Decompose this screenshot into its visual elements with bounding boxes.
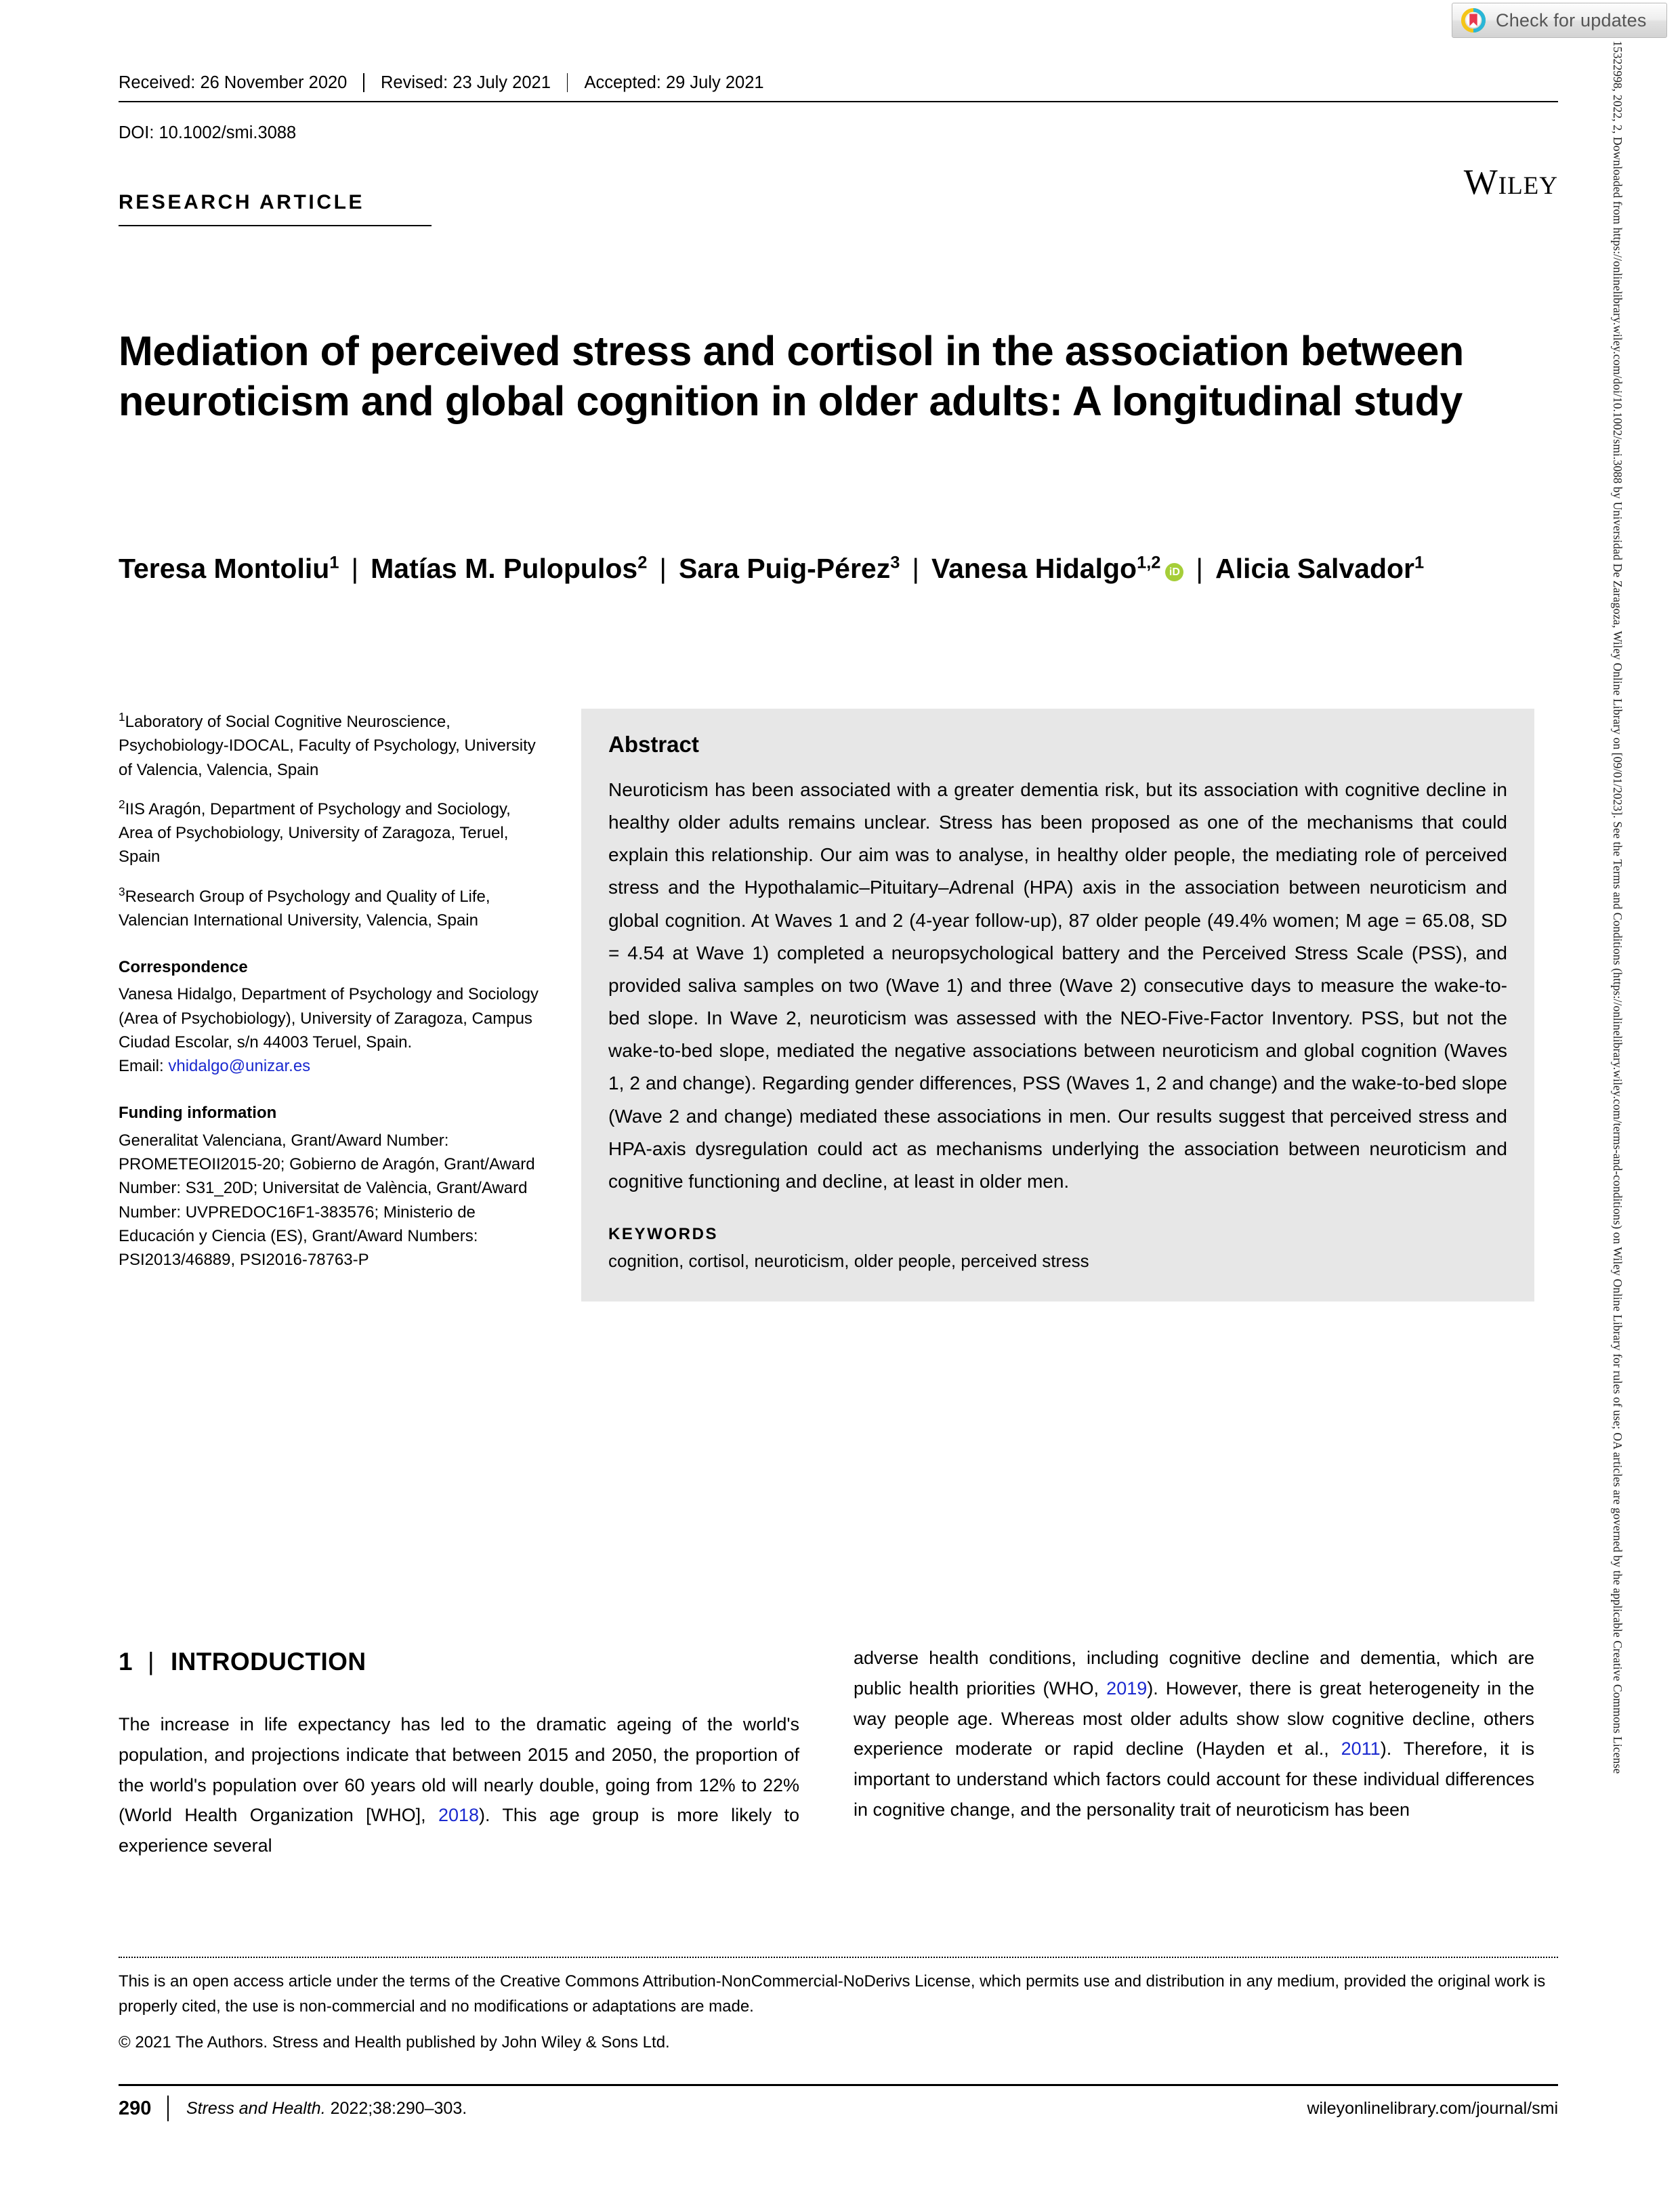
author-separator: | — [1196, 553, 1204, 584]
affiliation-marker: 1 — [119, 710, 125, 724]
author-affiliation-marker: 2 — [637, 553, 648, 572]
page-number: 290 — [119, 2097, 152, 2119]
citation-link[interactable]: 2018 — [438, 1805, 480, 1826]
body-column-left — [119, 1709, 799, 1861]
received-date: Received: 26 November 2020 — [119, 73, 348, 92]
author-entry[interactable] — [119, 553, 339, 584]
author-name: Vanesa Hidalgo — [931, 553, 1137, 584]
author-separator: | — [912, 553, 919, 584]
article-type-label: RESEARCH ARTICLE — [119, 191, 432, 226]
email-label: Email: — [119, 1057, 169, 1076]
body-column-right — [854, 1643, 1534, 1825]
author-affiliation-marker: 1 — [1414, 553, 1425, 572]
check-for-updates-label: Check for updates — [1496, 9, 1647, 30]
journal-citation — [186, 2099, 467, 2119]
abstract-body: Neuroticism has been associated with a greater dementia risk, but its association with cognitive decline in healthy older adults remains unclear. Stress has been proposed as one of the mechanisms that could explain this relationship. Our aim was to analyse, in healthy older people, the mediating role of perceived stress and the Hypothalamic–Pituitary–Adrenal (HPA) axis in the association between neuroticism and global cognition. At Waves 1 and 2 (4-year follow-up), 87 older people (49.4% women; M age = 65.08, SD = 4.54 at Wave 1) completed a neuropsychological battery and the Perceived Stress Scale (PSS), and provided saliva samples on two (Wave 1) and three (Wave 2) consecutive days to measure the wake-to-bed slope. In Wave 2, neuroticism was assessed with the NEO-Five-Factor Inventory. PSS, but not the wake-to-bed slope, mediated the negative associations between neuroticism and global cognition (Waves 1, 2 and change). Regarding gender differences, PSS (Waves 1, 2 and change) and the wake-to-bed slope (Wave 2 and change) mediated these associations in men. Our results suggest that perceived stress and HPA-axis dysregulation could act as mechanisms underlying the association between neuroticism and cognitive functioning and decline, at least in older men. — [608, 779, 1507, 1192]
author-affiliation-marker: 1 — [329, 553, 339, 572]
correspondence-heading: Correspondence — [119, 958, 248, 977]
email-link[interactable]: vhidalgo@unizar.es — [168, 1057, 311, 1076]
orcid-icon[interactable]: iD — [1165, 563, 1183, 581]
footer-separator — [167, 2096, 169, 2121]
affiliation-item — [119, 709, 539, 782]
author-separator: | — [351, 553, 359, 584]
publication-dates-bar — [119, 73, 1558, 102]
affiliations-column — [119, 709, 539, 1272]
affiliation-marker: 2 — [119, 797, 125, 811]
body-text: ). Therefore, it is important to understand which factors could account for these individual differences in cognitive change, and the personality trait of neuroticism has been — [854, 1738, 1534, 1820]
wiley-logo: Wiley — [1463, 163, 1558, 202]
keywords-list: cognition, cortisol, neuroticism, older people, perceived stress — [608, 1251, 1089, 1272]
affiliation-text: IIS Aragón, Department of Psychology and Sociology, Area of Psychobiology, University of Zaragoza, Teruel, Spain — [119, 799, 511, 867]
correspondence-text — [119, 982, 539, 1078]
body-text: ). However, there is great heterogeneity in the way people age. Whereas most older adults show slow cognitive decline, others experience moderate or rapid decline (Hayden et al., — [854, 1678, 1534, 1759]
revised-date: Revised: 23 July 2021 — [380, 73, 551, 92]
abstract-panel — [581, 709, 1534, 1301]
page-footer — [119, 2084, 1558, 2121]
affiliation-marker: 3 — [119, 884, 125, 898]
article-page — [119, 0, 1558, 2208]
author-list — [119, 549, 1534, 588]
journal-url[interactable]: wileyonlinelibrary.com/journal/smi — [1307, 2098, 1558, 2118]
abstract-heading: Abstract — [608, 732, 699, 757]
author-affiliation-marker: 3 — [890, 553, 900, 572]
license-notice — [119, 1957, 1558, 2056]
correspondence-address: Vanesa Hidalgo, Department of Psychology and Sociology (Area of Psychobiology), University of Zaragoza, Campus Ciudad Escolar, s/n 44003 Teruel, Spain. — [119, 985, 539, 1051]
affiliation-text: Research Group of Psychology and Quality of Life, Valencian International University, Valencia, Spain — [119, 887, 490, 930]
affiliation-item — [119, 883, 539, 933]
journal-volume-pages: 2022;38:290–303. — [325, 2098, 467, 2118]
body-text: ). This age group is more likely to experience several — [119, 1805, 799, 1856]
keywords-heading: KEYWORDS — [608, 1225, 719, 1244]
body-text: The increase in life expectancy has led to the dramatic ageing of the world's population, and projections indicate that between 2015 and 2050, the proportion of the world's population over 60 years old will nearly double, going from 12% to 22% (World Health Organization [WHO], — [119, 1714, 799, 1826]
author-name: Sara Puig-Pérez — [679, 553, 891, 584]
funding-heading: Funding information — [119, 1104, 277, 1123]
accepted-date: Accepted: 29 July 2021 — [584, 73, 764, 92]
author-separator: | — [659, 553, 667, 584]
author-affiliation-marker: 1,2 — [1137, 553, 1161, 572]
author-name: Matías M. Pulopulos — [371, 553, 638, 584]
affiliation-item — [119, 796, 539, 869]
author-entry[interactable] — [679, 553, 900, 584]
article-title: Mediation of perceived stress and cortisol in the association between neuroticism and global cognition in older adults: A longitudinal study — [119, 327, 1464, 425]
affiliation-text: Laboratory of Social Cognitive Neuroscience, Psychobiology-IDOCAL, Faculty of Psychology, University of Valencia, Valencia, Spain — [119, 713, 536, 779]
section-separator: | — [147, 1648, 154, 1675]
citation-link[interactable]: 2011 — [1341, 1738, 1381, 1759]
author-entry[interactable] — [931, 553, 1183, 584]
author-name: Teresa Montoliu — [119, 553, 330, 584]
section-title: INTRODUCTION — [171, 1648, 366, 1675]
author-name: Alicia Salvador — [1215, 553, 1415, 584]
license-text: This is an open access article under the terms of the Creative Commons Attribution-NonCommercial-NoDerivs License, which permits use and distribution in any medium, provided the original work is properly cited, the use is non-commercial and no modifications or adaptations are made. — [119, 1972, 1546, 2016]
copyright-text: © 2021 The Authors. Stress and Health published by John Wiley & Sons Ltd. — [119, 2033, 670, 2051]
doi-line[interactable]: DOI: 10.1002/smi.3088 — [119, 123, 297, 142]
journal-name: Stress and Health. — [186, 2098, 326, 2118]
author-entry[interactable] — [1215, 553, 1424, 584]
download-metadata-rail: 15322998, 2022, 2, Downloaded from https://onlinelibrary.wiley.com/doi/10.1002/smi.3088 by Universidad De Zaragoza, Wiley Online Library on [09/01/2023]. See the Terms and Conditions (https://onlinelibrary.wiley.com/terms-and-conditions) on Wiley Online Library for rules of use; OA articles are governed by the applicable Creative Commons License — [1611, 41, 1624, 1774]
body-text: adverse health conditions, including cognitive decline and dementia, which are public health priorities (WHO, — [854, 1648, 1534, 1699]
funding-text: Generalitat Valenciana, Grant/Award Number: PROMETEOII2015-20; Gobierno de Aragón, Grant/Award Number: S31_20D; Universitat de València, Grant/Award Number: UVPREDOC16F1-383576; Ministerio de Educación y Ciencia (ES), Grant/Award Numbers: PSI2013/46889, PSI2016-78763-P — [119, 1131, 535, 1270]
section-number: 1 — [119, 1648, 133, 1675]
section-heading-introduction — [119, 1648, 366, 1676]
citation-link[interactable]: 2019 — [1106, 1678, 1148, 1699]
author-entry[interactable] — [371, 553, 647, 584]
